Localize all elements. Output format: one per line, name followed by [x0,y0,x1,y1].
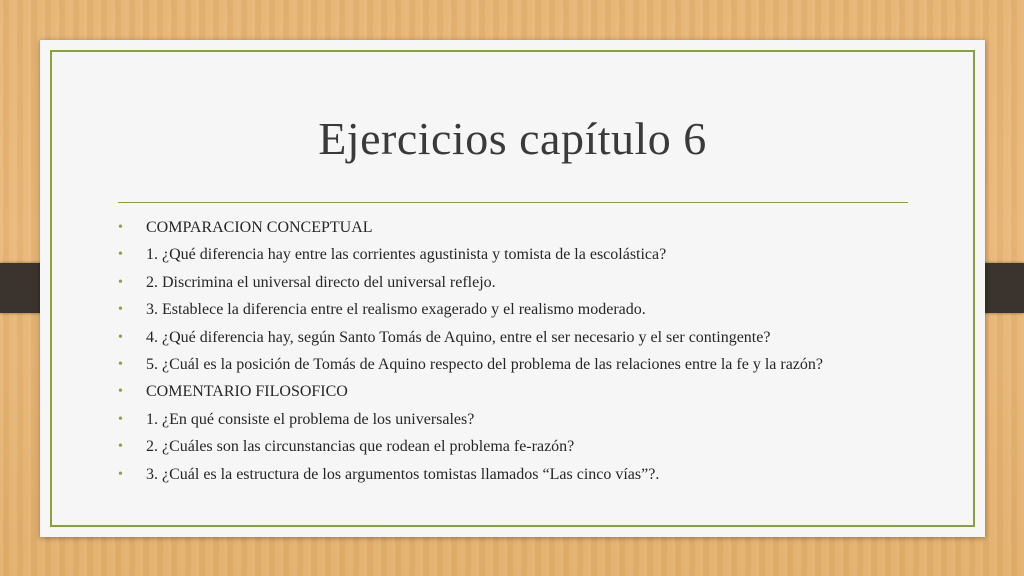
bullet-item [116,324,823,351]
bullet-icon: • [118,384,123,400]
bullet-icon: • [118,439,123,455]
slide-title: Ejercicios capítulo 6 [318,113,707,164]
bullet-text: 3. Establece la diferencia entre el realismo exagerado y el realismo moderado. [146,301,646,319]
bullet-text: 1. ¿Qué diferencia hay entre las corrientes agustinista y tomista de la escolástica? [146,246,667,264]
bullet-item-section-comparacion [116,214,823,241]
bullet-text: COMENTARIO FILOSOFICO [146,383,348,401]
title-divider [118,202,908,203]
bullet-text: COMPARACION CONCEPTUAL [146,219,373,236]
bullet-text: 5. ¿Cuál es la posición de Tomás de Aquino respecto del problema de las relaciones entre la fe y la razón? [146,356,824,374]
bullet-icon: • [118,466,123,482]
slide [40,40,985,537]
bullet-item [116,241,823,268]
bullet-item [116,461,823,488]
bullet-icon: • [118,411,123,427]
bullet-text: 1. ¿En qué consiste el problema de los universales? [146,410,475,428]
bullet-text: 3. ¿Cuál es la estructura de los argumentos tomistas llamados “Las cinco vías”?. [146,465,660,483]
bullet-icon: • [118,302,123,318]
bullet-text: 2. ¿Cuáles son las circunstancias que rodean el problema fe-razón? [146,438,575,456]
bullet-item [116,296,823,323]
bullet-icon: • [118,247,123,263]
bullet-text: 2. Discrimina el universal directo del universal reflejo. [146,273,496,291]
bullet-item [116,269,823,296]
bullet-icon: • [118,357,123,373]
bullet-list [116,214,823,488]
bullet-icon: • [118,220,123,235]
bullet-icon: • [118,274,123,290]
bullet-item-section-comentario [116,378,823,405]
bullet-icon: • [118,329,123,345]
bullet-item [116,433,823,460]
bullet-text: 4. ¿Qué diferencia hay, según Santo Tomás de Aquino, entre el ser necesario y el ser contingente? [146,328,771,346]
bullet-item [116,406,823,433]
bullet-item [116,351,823,378]
